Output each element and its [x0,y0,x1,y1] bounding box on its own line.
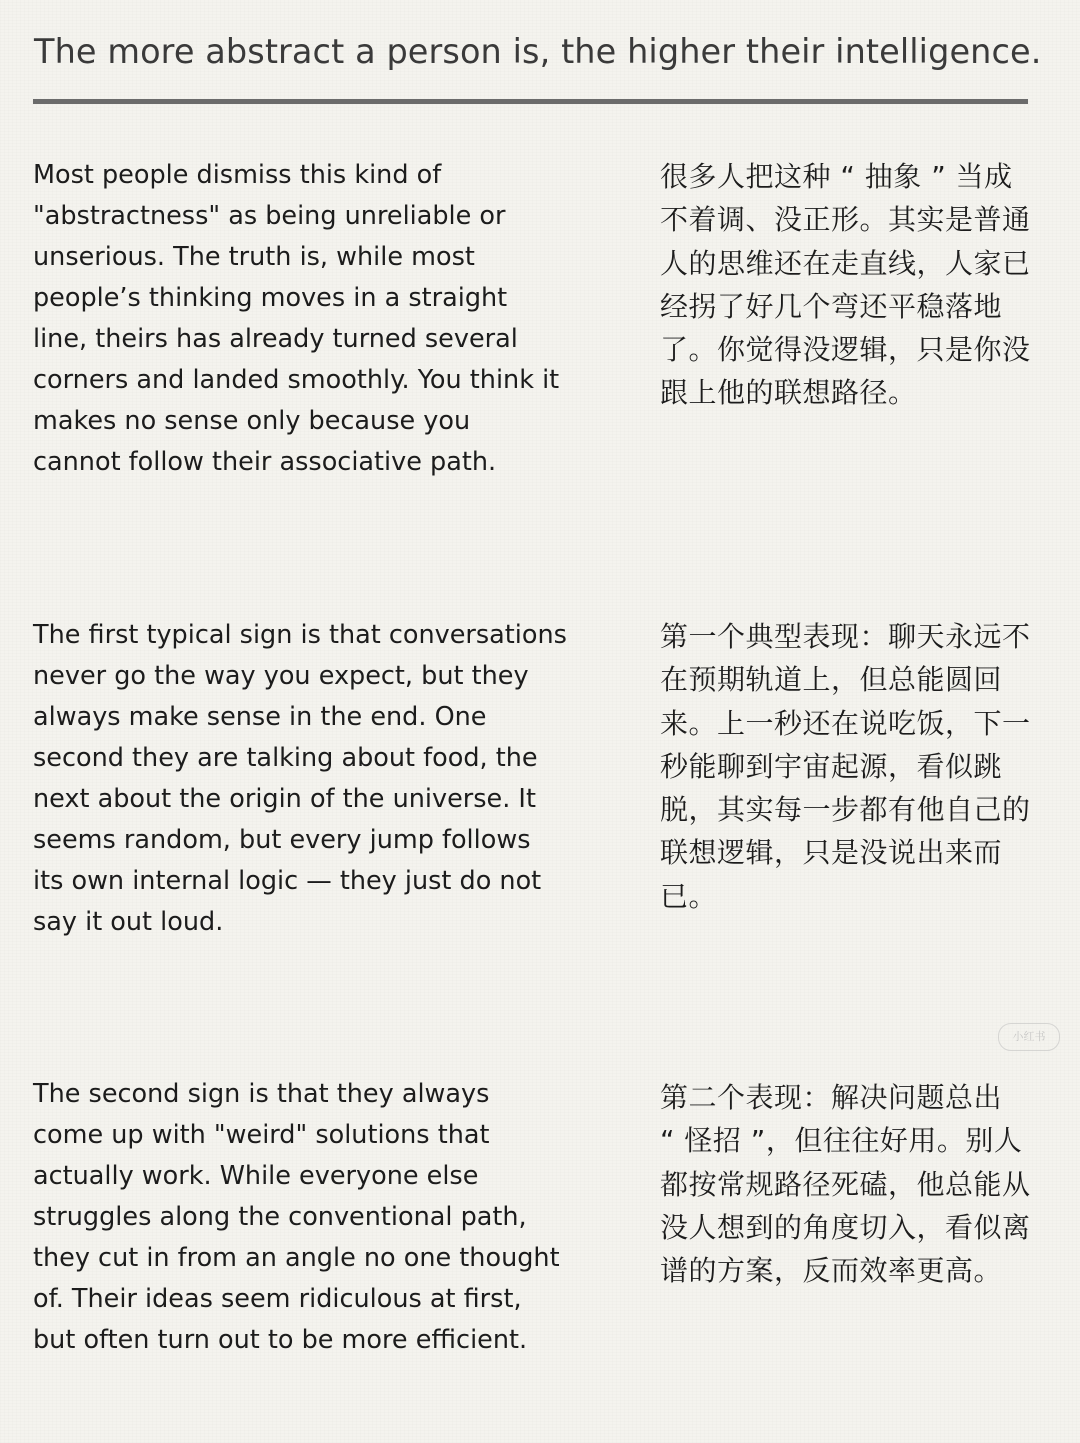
text-line: come up with "weird" solutions that [33,1120,490,1150]
text-line: next about the origin of the universe. It [33,784,536,814]
text-line: 人的思维还在走直线，人家已 [660,246,1031,280]
text-line: 第一个典型表现：聊天永远不 [660,620,1031,653]
text-line: 来。上一秒还在说吃饭，下一 [660,706,1031,740]
english-paragraph [33,155,633,483]
text-line: seems random, but every jump follows [33,825,531,855]
text-line: "abstractness" as being unreliable or [33,201,506,231]
text-line: never go the way you expect, but they [33,661,529,691]
text-line: 秒能聊到宇宙起源，看似跳 [660,749,1003,783]
text-line: 第二个表现：解决问题总出 [660,1081,1003,1114]
page-title: The more abstract a person is, the higher their intelligence. [34,32,1042,71]
text-line: say it out loud. [33,907,224,937]
text-line: 不着调、没正形。其实是普通 [660,203,1031,237]
text-line: 了。你觉得没逻辑，只是你没 [660,333,1031,367]
text-line: makes no sense only because you [33,406,471,436]
text-line: 没人想到的角度切入，看似离 [660,1210,1031,1244]
text-line: people’s thinking moves in a straight [33,283,508,313]
chinese-paragraph [660,615,1045,918]
text-line: corners and landed smoothly. You think it [33,365,560,395]
text-line: Most people dismiss this kind of [33,160,442,190]
text-line: of. Their ideas seem ridiculous at first, [33,1284,522,1314]
text-line: “ 怪招 ”，但往往好用。别人 [660,1124,1023,1158]
text-line: 很多人把这种 “ 抽象 ” 当成 [660,160,1013,193]
text-line: 都按常规路径死磕，他总能从 [660,1167,1031,1201]
text-line: always make sense in the end. One [33,702,487,732]
text-line: struggles along the conventional path, [33,1202,527,1232]
english-paragraph [33,615,633,943]
english-paragraph [33,1074,633,1361]
watermark-logo: 小红书 [998,1023,1060,1051]
chinese-paragraph [660,155,1045,415]
chinese-paragraph [660,1076,1045,1292]
text-line: 已。 [660,879,718,913]
text-line: actually work. While everyone else [33,1161,479,1191]
text-line: The second sign is that they always [33,1079,490,1109]
text-line: but often turn out to be more efficient. [33,1325,528,1355]
text-line: its own internal logic — they just do not [33,866,542,896]
text-line: The first typical sign is that conversations [33,620,567,650]
text-line: second they are talking about food, the [33,743,538,773]
text-line: 跟上他的联想路径。 [660,376,917,410]
text-line: 在预期轨道上，但总能圆回 [660,663,1003,697]
text-line: 谱的方案，反而效率更高。 [660,1254,1003,1288]
text-line: 脱，其实每一步都有他自己的 [660,793,1031,827]
text-line: they cut in from an angle no one thought [33,1243,560,1273]
text-line: 经拐了好几个弯还平稳落地 [660,289,1003,323]
text-line: cannot follow their associative path. [33,447,497,477]
text-line: line, theirs has already turned several [33,324,518,354]
text-line: unserious. The truth is, while most [33,242,475,272]
title-divider [33,99,1028,104]
text-line: 联想逻辑，只是没说出来而 [660,836,1003,870]
